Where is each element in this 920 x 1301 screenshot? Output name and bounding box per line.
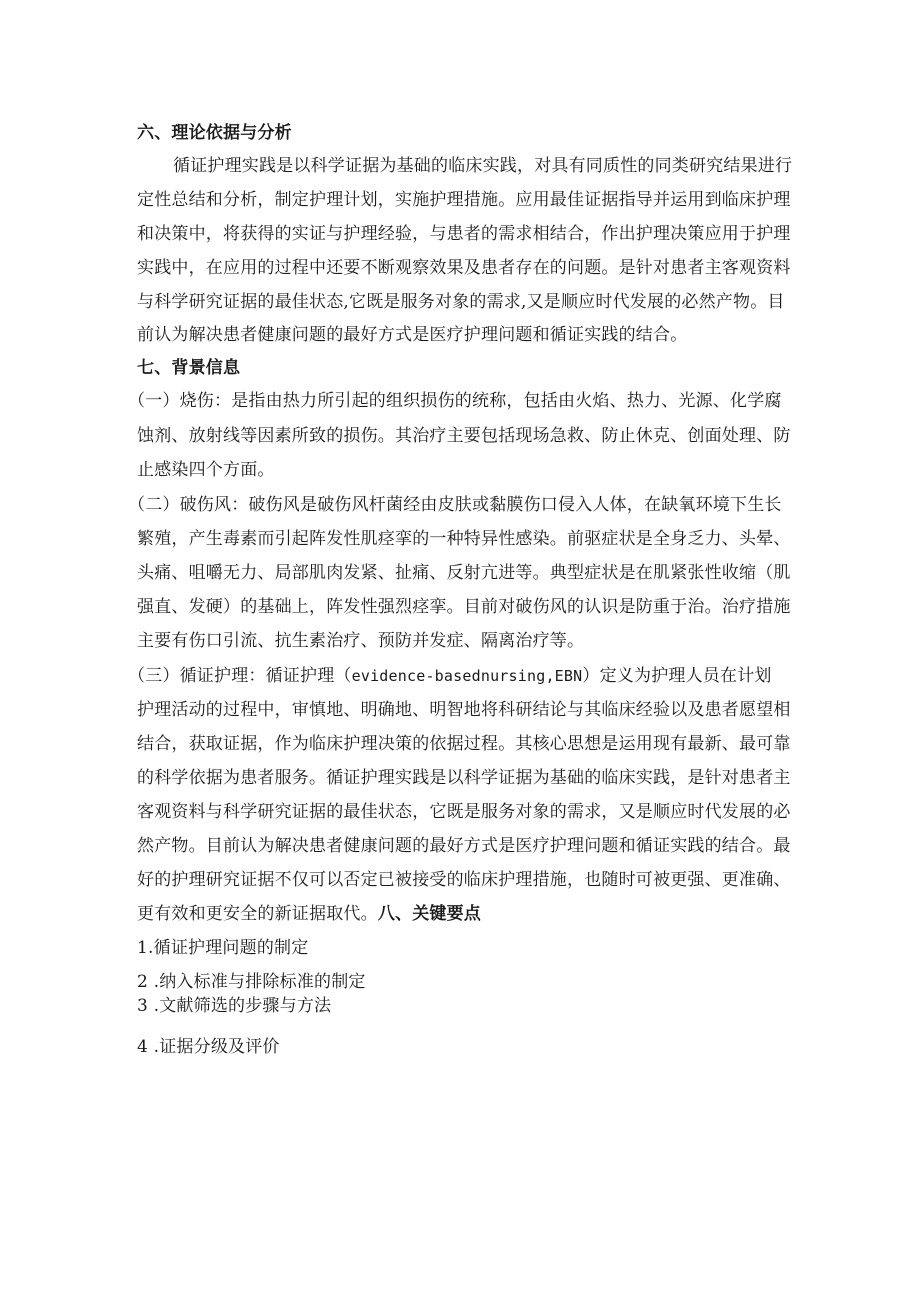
section-8-heading: 八、关键要点 <box>377 904 482 924</box>
section-6-line: 前认为解决患者健康问题的最好方式是医疗护理问题和循证实践的结合。 <box>137 325 688 345</box>
tetanus-paragraph-line: 强直、发硬）的基础上，阵发性强烈痉挛。目前对破伤风的认识是防重于治。治疗措施 <box>137 597 791 617</box>
burn-paragraph-line: （一）烧伤：是指由热力所引起的组织损伤的统称，包括由火焰、热力、光源、化学腐 <box>128 391 782 411</box>
section-6-line: 和决策中，将获得的实证与护理经验，与患者的需求相结合，作出护理决策应用于护理 <box>137 224 791 244</box>
section-6-line: 实践中，在应用的过程中还要不断观察效果及患者存在的问题。是针对患者主客观资料 <box>137 258 791 278</box>
section-6-line: 定性总结和分析，制定护理计划，实施护理措施。应用最佳证据指导并运用到临床护理 <box>137 190 791 210</box>
section-7-heading: 七、背景信息 <box>137 358 241 378</box>
tetanus-paragraph-line: 繁殖，产生毒素而引起阵发性肌痉挛的一种特异性感染。前驱症状是全身乏力、头晕、 <box>137 529 791 549</box>
ebn-paragraph-line: 然产物。目前认为解决患者健康问题的最好方式是医疗护理问题和循证实践的结合。最 <box>137 836 791 856</box>
ebn-paragraph-last-line <box>137 903 920 925</box>
section-6-heading: 六、理论依据与分析 <box>137 123 292 143</box>
ebn-paragraph-first-line <box>128 665 920 687</box>
key-point-item: 2 .纳入标准与排除标准的制定 <box>137 972 366 992</box>
ebn-last-text: 更有效和更安全的新证据取代。 <box>137 904 378 924</box>
ebn-paragraph-line: 结合，获取证据，作为临床护理决策的依据过程。其核心思想是运用现有最新、最可靠 <box>137 734 791 754</box>
ebn-prefix: （三）循证护理：循证护理（ <box>128 666 352 686</box>
ebn-paragraph-line: 客观资料与科学研究证据的最佳状态，它既是服务对象的需求，又是顺应时代发展的必 <box>137 802 791 822</box>
tetanus-paragraph-line: 主要有伤口引流、抗生素治疗、预防并发症、隔离治疗等。 <box>137 631 585 651</box>
section-6-line: 循证护理实践是以科学证据为基础的临床实践，对具有同质性的同类研究结果进行 <box>173 156 793 176</box>
section-6-line: 与科学研究证据的最佳状态,它既是服务对象的需求,又是顺应时代发展的必然产物。目 <box>137 292 785 312</box>
key-point-item: 1.循证护理问题的制定 <box>137 938 309 958</box>
ebn-paragraph-line: 好的护理研究证据不仅可以否定已被接受的临床护理措施，也随时可被更强、更准确、 <box>137 870 791 890</box>
tetanus-paragraph-line: 头痛、咀嚼无力、局部肌肉发紧、扯痛、反射亢进等。典型症状是在肌紧张性收缩（肌 <box>137 563 791 583</box>
tetanus-paragraph-line: （二）破伤风：破伤风是破伤风杆菌经由皮肤或黏膜伤口侵入人体，在缺氧环境下生长 <box>128 495 782 515</box>
ebn-suffix: ）定义为护理人员在计划 <box>582 666 772 686</box>
burn-paragraph-line: 止感染四个方面。 <box>137 460 275 480</box>
ebn-paragraph-line: 的科学依据为患者服务。循证护理实践是以科学证据为基础的临床实践，是针对患者主 <box>137 768 791 788</box>
burn-paragraph-line: 蚀剂、放射线等因素所致的损伤。其治疗主要包括现场急救、防止休克、创面处理、防 <box>137 426 791 446</box>
ebn-english-term: evidence-basednursing,EBN <box>351 667 583 685</box>
ebn-paragraph-line: 护理活动的过程中，审慎地、明确地、明智地将科研结论与其临床经验以及患者愿望相 <box>137 700 791 720</box>
key-point-item: 3 .文献筛选的步骤与方法 <box>137 996 332 1016</box>
key-point-item: 4 .证据分级及评价 <box>137 1037 280 1057</box>
